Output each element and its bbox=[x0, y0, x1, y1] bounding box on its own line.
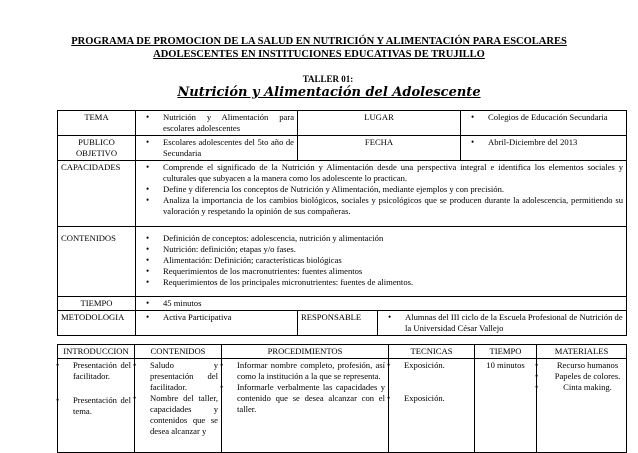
tecnica-item: • Exposición. bbox=[404, 393, 471, 404]
lugar-value: • Colegios de Educación Secundaria bbox=[488, 112, 623, 123]
tema-value: • Nutrición y Alimentación para escolares adolescentes bbox=[163, 112, 294, 134]
contenido-item: • Requerimientos de los macronutrientes: fuentes alimentos bbox=[163, 266, 623, 277]
tema-label: TEMA bbox=[58, 111, 136, 136]
contenido-item: • Alimentación: Definición; características biológicas bbox=[163, 255, 623, 266]
tecnica-item: • Exposición. bbox=[404, 360, 471, 371]
capacidades-label: CAPACIDADES bbox=[58, 161, 136, 227]
header-procedimientos: PROCEDIMIENTOS bbox=[222, 345, 389, 359]
tiempo-label: TIEMPO bbox=[58, 297, 136, 311]
title-line-1: PROGRAMA DE PROMOCION DE LA SALUD EN NUTRICIÓN Y ALIMENTACIÓN PARA ESCOLARES bbox=[71, 36, 567, 47]
capacidad-item: • Comprende el significado de la Nutrición y Alimentación desde una perspectiva integral e identifica los elementos sociales y culturales que subyacen a la manera como los adolescente lo practican. bbox=[163, 162, 623, 184]
header-tiempo: TIEMPO bbox=[475, 345, 537, 359]
tiempo-value: • 45 minutos bbox=[163, 298, 623, 309]
responsable-value: • Alumnas del III ciclo de la Escuela Profesional de Nutrición de la Universidad César Vallejo bbox=[405, 312, 623, 334]
lugar-label: LUGAR bbox=[298, 111, 461, 136]
publico-value: • Escolares adolescentes del 5to año de Secundaria bbox=[163, 137, 294, 159]
workshop-subtitle: Nutrición y Alimentación del Adolescente bbox=[177, 85, 481, 100]
contenidos-plan-item: • Saludo y presentación del facilitador. bbox=[150, 360, 218, 393]
publico-label: PUBLICO OBJETIVO bbox=[58, 136, 136, 161]
contenidos-label: CONTENIDOS bbox=[58, 227, 136, 297]
procedimiento-item: • Informar nombre completo, profesión, así como la institución a la que se representa. bbox=[237, 360, 385, 382]
header-materiales: MATERIALES bbox=[537, 345, 627, 359]
header-tecnicas: TECNICAS bbox=[389, 345, 475, 359]
contenidos-list bbox=[139, 233, 623, 288]
workshop-label: TALLER 01: bbox=[302, 74, 354, 84]
contenido-item: • Nutrición: definición; etapas y/o fases. bbox=[163, 244, 623, 255]
capacidad-item: • Define y diferencia los conceptos de Nutrición y Alimentación, mediante ejemplos y con precisión. bbox=[163, 184, 623, 195]
material-item: • Cinta making. bbox=[552, 382, 623, 393]
introduccion-item: • Presentación del facilitador. bbox=[73, 360, 131, 382]
responsable-label: RESPONSABLE bbox=[298, 311, 378, 336]
metodologia-value: • Activa Participativa bbox=[163, 312, 294, 323]
fecha-label: FECHA bbox=[298, 136, 461, 161]
header-contenidos: CONTENIDOS bbox=[135, 345, 222, 359]
material-item: • Recurso humanos bbox=[552, 360, 623, 371]
fecha-value: • Abril-Diciembre del 2013 bbox=[488, 137, 623, 148]
header-introduccion: INTRODUCCION bbox=[58, 345, 135, 359]
capacidades-list bbox=[139, 162, 623, 217]
capacidad-item: • Analiza la importancia de los cambios biológicos, sociales y psicológicos que se producen durante la adolescencia, permitiendo su valoración y respetando la opinión de sus compañeras. bbox=[163, 195, 623, 217]
plan-table bbox=[57, 344, 627, 453]
tiempo-plan-value: 10 minutos bbox=[475, 359, 537, 453]
info-table bbox=[57, 110, 627, 336]
contenido-item: • Definición de conceptos: adolescencia, nutrición y alimentación bbox=[163, 233, 623, 244]
title-line-2: ADOLESCENTES EN INSTITUCIONES EDUCATIVAS DE TRUJILLO bbox=[153, 49, 485, 60]
document-title bbox=[40, 35, 598, 61]
procedimiento-item: • Informarle verbalmente las capacidades y contenido que se desea alcanzar con el taller. bbox=[237, 382, 385, 415]
contenido-item: • Requerimientos de los principales micronutrientes: fuentes de alimentos. bbox=[163, 277, 623, 288]
introduccion-item: • Presentación del tema. bbox=[73, 395, 131, 417]
material-item: • Papeles de colores. bbox=[552, 371, 623, 382]
contenidos-plan-item: • Nombre del taller, capacidades y contenidos que se desea alcanzar y bbox=[150, 393, 218, 437]
metodologia-label: METODOLOGIA bbox=[58, 311, 136, 336]
